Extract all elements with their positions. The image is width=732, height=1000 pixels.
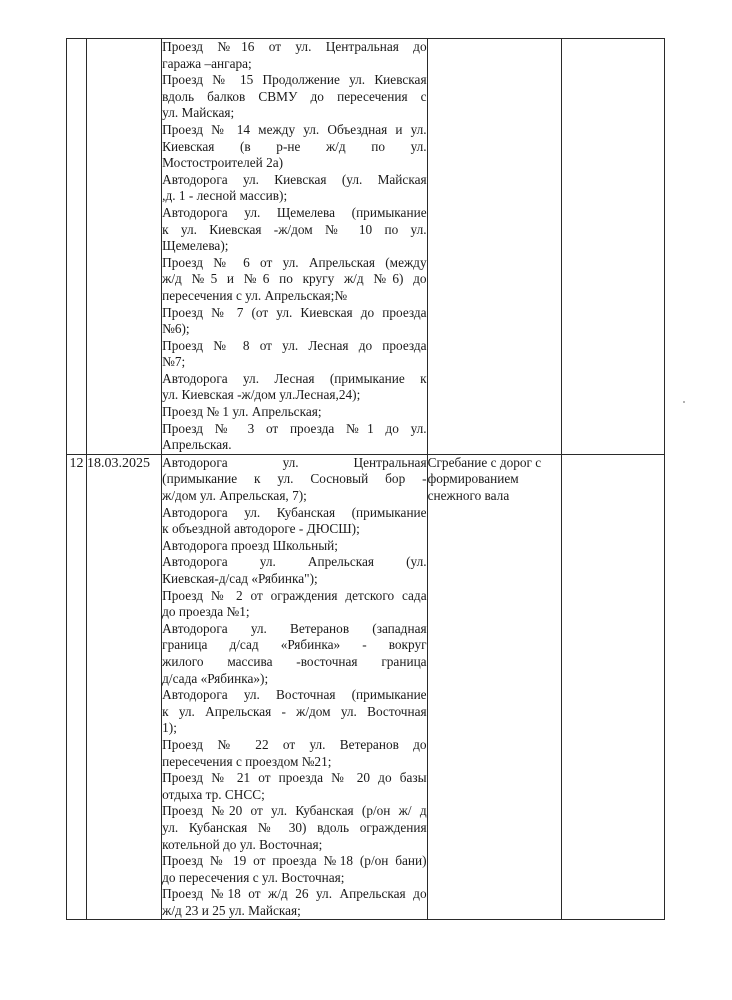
road-line: Проезд № 22 от ул. Ветеранов до <box>162 736 427 752</box>
row-number-cell: 12 <box>67 454 87 920</box>
road-line: Киевская (в р-не ж/д по ул. <box>162 138 427 154</box>
empty-cell <box>561 454 664 920</box>
work-log-table <box>66 38 665 920</box>
road-line: жилого массива -восточная граница <box>162 653 427 669</box>
road-line: Проезд № 14 между ул. Объездная и ул. <box>162 121 427 137</box>
road-line: вдоль балков СВМУ до пересечения с <box>162 88 427 104</box>
road-line: Проезд № 7 (от ул. Киевская до проезда <box>162 304 427 320</box>
table-row <box>67 454 665 920</box>
road-line: котельной до ул. Восточная; <box>162 836 323 852</box>
row-number-cell <box>67 39 87 455</box>
road-line: д/сада «Рябинка»); <box>162 670 269 686</box>
scan-speck <box>683 401 685 403</box>
road-line: Автодорога ул. Щемелева (примыкание <box>162 204 427 220</box>
road-line: пересечения с ул. Апрельская;№ <box>162 287 348 303</box>
empty-cell <box>561 39 664 455</box>
road-line: Автодорога ул. Восточная (примыкание <box>162 687 427 703</box>
road-line: №6); <box>162 321 190 337</box>
road-line: Автодорога ул. Лесная (примыкание к <box>162 370 427 386</box>
road-line: Проезд № 15 Продолжение ул. Киевская <box>162 72 427 88</box>
road-line: Автодорога ул. Ветеранов (западная <box>162 620 427 636</box>
road-line: ж/дом ул. Апрельская, 7); <box>162 488 307 504</box>
road-line: 1); <box>162 720 177 736</box>
road-line: Автодорога ул. Кубанская (примыкание <box>162 504 427 520</box>
road-line: Киевская-д/сад «Рябинка"); <box>162 571 318 586</box>
road-line: граница д/сад «Рябинка» - вокруг <box>162 637 427 653</box>
road-line: ж/д №5 и №6 по кругу ж/д №6) до <box>162 271 427 287</box>
road-line: Автодорога ул. Центральная <box>162 454 427 470</box>
table-row <box>67 39 665 455</box>
date-cell: 18.03.2025 <box>87 454 162 920</box>
road-line: гаража –ангара; <box>162 55 252 71</box>
road-line: Автодорога ул. Апрельская (ул. <box>162 554 427 570</box>
work-type-line: Сгребание с дорог с <box>427 454 542 470</box>
work-type-line: формированием <box>427 471 519 487</box>
road-line: отдыха тр. СНСС; <box>162 786 265 802</box>
road-line: до проезда №1; <box>162 604 250 620</box>
work-log-body <box>67 39 665 920</box>
road-line: (примыкание к ул. Сосновый бор - <box>162 471 427 487</box>
date-cell <box>87 39 162 455</box>
road-line: к ул. Апрельская - ж/дом ул. Восточная <box>162 703 427 719</box>
road-line: №7; <box>162 354 186 370</box>
road-line: ж/д 23 и 25 ул. Майская; <box>162 902 301 918</box>
road-line: до пересечения с ул. Восточная; <box>162 869 345 885</box>
work-type-line: снежного вала <box>427 487 510 503</box>
road-list-cell <box>162 39 427 455</box>
road-line: Мостостроителей 2а) <box>162 155 284 171</box>
road-line: Проезд №16 от ул. Центральная до <box>162 39 427 54</box>
road-line: Автодорога ул. Киевская (ул. Майская <box>162 171 427 187</box>
road-line: пересечения с проездом №21; <box>162 753 332 769</box>
road-line: ул. Майская; <box>162 105 235 121</box>
road-line: Проезд №20 от ул. Кубанская (р/он ж/ д <box>162 803 427 819</box>
road-line: Щемелева); <box>162 238 229 254</box>
road-line: ул. Киевская -ж/дом ул.Лесная,24); <box>162 387 361 403</box>
road-line: Проезд № 1 ул. Апрельская; <box>162 404 322 420</box>
road-line: Апрельская. <box>162 437 232 453</box>
road-line: Проезд № 8 от ул. Лесная до проезда <box>162 337 427 353</box>
road-line: Проезд № 21 от проезда № 20 до базы <box>162 770 427 786</box>
road-line: ул. Кубанская № 30) вдоль ограждения <box>162 819 427 835</box>
road-line: Проезд № 2 от ограждения детского сада <box>162 587 427 603</box>
road-line: к объездной автодороге - ДЮСШ); <box>162 521 360 537</box>
work-type-cell <box>427 39 561 455</box>
road-line: Автодорога проезд Школьный; <box>162 537 338 553</box>
road-line: Проезд № 19 от проезда №18 (р/он бани) <box>162 853 427 869</box>
road-line: к ул. Киевская -ж/дом № 10 по ул. <box>162 221 427 237</box>
road-line: Проезд № 3 от проезда №1 до ул. <box>162 420 427 436</box>
road-list-cell <box>162 454 427 920</box>
work-type-cell <box>427 454 561 920</box>
road-line: ,д. 1 - лесной массив); <box>162 188 288 204</box>
road-line: Проезд № 6 от ул. Апрельская (между <box>162 254 427 270</box>
road-line: Проезд №18 от ж/д 26 ул. Апрельская до <box>162 886 427 902</box>
